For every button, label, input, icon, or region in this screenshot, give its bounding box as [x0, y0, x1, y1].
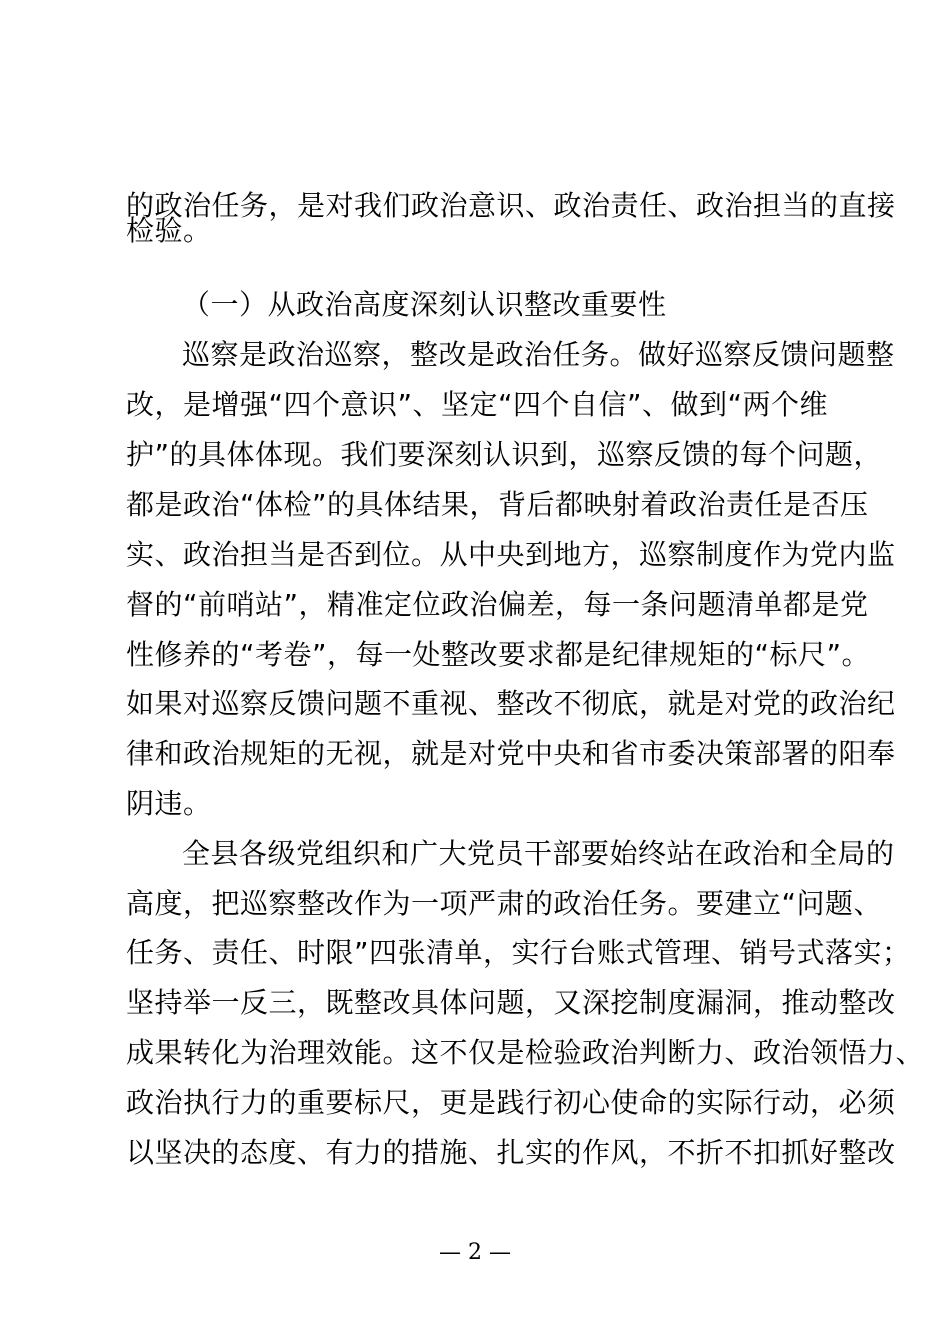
- text-line: 律和政治规矩的无视，就是对党中央和省市委决策部署的阳奉: [126, 737, 896, 770]
- text-line: 全县各级党组织和广大党员干部要始终站在政治和全局的: [182, 837, 895, 870]
- text-line: 改，是增强“四个意识”、坚定“四个自信”、做到“两个维: [126, 388, 829, 421]
- text-line: 成果转化为治理效能。这不仅是检验政治判断力、政治领悟力、: [126, 1036, 925, 1069]
- text-line: 如果对巡察反馈问题不重视、整改不彻底，就是对党的政治纪: [126, 687, 896, 720]
- text-line: 实、政治担当是否到位。从中央到地方，巡察制度作为党内监: [126, 538, 896, 571]
- text-line: 巡察是政治巡察，整改是政治任务。做好巡察反馈问题整: [182, 338, 895, 371]
- text-line: 坚持举一反三，既整改具体问题，又深挖制度漏洞，推动整改: [126, 986, 896, 1019]
- text-line: 的政治任务，是对我们政治意识、政治责任、政治担当的直接: [126, 189, 896, 222]
- text-line: 护”的具体体现。我们要深刻认识到，巡察反馈的每个问题，: [126, 438, 883, 471]
- text-line: 阴违。: [126, 787, 212, 820]
- text-line: 督的“前哨站”，精准定位政治偏差，每一条问题清单都是党: [126, 588, 869, 621]
- text-line: 检验。: [126, 214, 212, 247]
- text-line: 任务、责任、时限”四张清单，实行台账式管理、销号式落实；: [126, 936, 911, 969]
- text-line: 以坚决的态度、有力的措施、扎实的作风，不折不扣抓好整改: [126, 1136, 896, 1169]
- text-line: 政治执行力的重要标尺，更是践行初心使命的实际行动，必须: [126, 1086, 896, 1119]
- section-heading: （一）从政治高度深刻认识整改重要性: [182, 288, 667, 321]
- text-line: 都是政治“体检”的具体结果，背后都映射着政治责任是否压: [126, 488, 869, 521]
- text-line: 高度，把巡察整改作为一项严肃的政治任务。要建立“问题、: [126, 887, 883, 920]
- page-number: — 2 —: [439, 1240, 511, 1265]
- text-line: 性修养的“考卷”，每一处整改要求都是纪律规矩的“标尺”。: [126, 638, 871, 671]
